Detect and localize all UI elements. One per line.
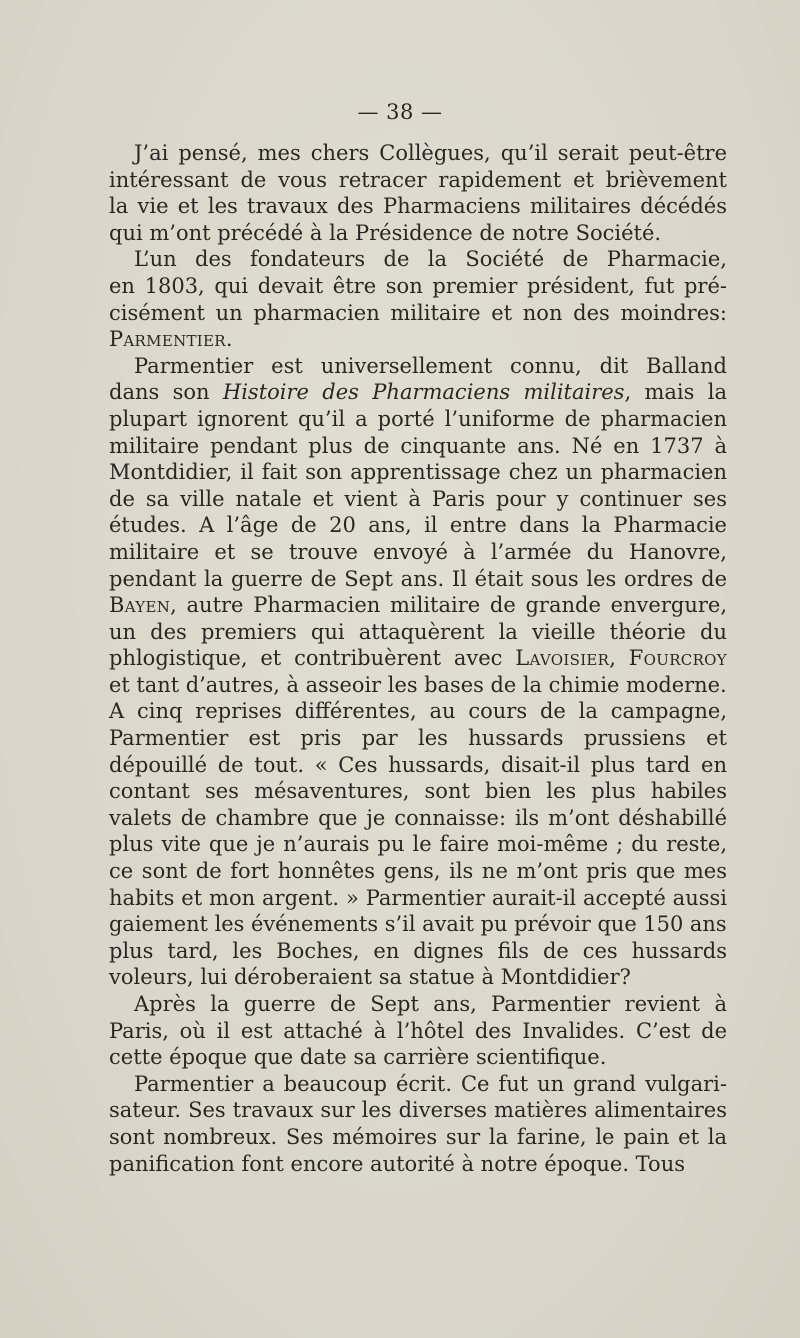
text-run: plupart ignorent qu’il a porté l’uniforme de pharmacien (109, 406, 727, 431)
text-line (109, 938, 727, 965)
text-run: un des premiers qui attaquèrent la vieille théorie du (109, 619, 727, 644)
text-run: Parmentier a beaucoup écrit. Ce fut un grand vulgari- (134, 1071, 727, 1096)
text-line (109, 379, 727, 406)
name-small-caps: Fourcroy (628, 646, 727, 671)
name-small-caps: Bayen (109, 593, 171, 618)
text-run: de sa ville natale et vient à Paris pour y continuer ses (109, 486, 727, 511)
text-line (109, 326, 727, 353)
page-number: — 38 — (357, 100, 443, 124)
text-run: cette époque que date sa carrière scientifique. (109, 1045, 607, 1070)
text-line (109, 273, 727, 300)
text-run: , autre Pharmacien militaire de grande envergure, (170, 593, 727, 618)
text-run: . (225, 327, 233, 352)
text-run: Paris, où il est attaché à l’hôtel des Invalides. C’est de (109, 1018, 727, 1043)
text-run: Parmentier est universellement connu, dit Balland (134, 353, 727, 378)
text-run: , mais la (624, 380, 727, 405)
text-run: qui m’ont précédé à la Présidence de notre Société. (109, 220, 662, 245)
text-line (109, 1044, 727, 1071)
text-line (109, 566, 727, 593)
text-line (109, 831, 727, 858)
name-small-caps: Parmentier (109, 327, 226, 352)
text-line (109, 964, 727, 991)
text-run: L’un des fondateurs de la Société de Pharmacie, (134, 247, 727, 272)
text-run: , (609, 646, 629, 671)
text-run: ce sont de fort honnêtes gens, ils ne m’ont pris que mes (109, 859, 727, 884)
text-run: contant ses mésaventures, sont bien les plus habiles (109, 779, 727, 804)
text-line (109, 885, 727, 912)
text-line (109, 805, 727, 832)
text-line (109, 406, 727, 433)
text-line (109, 512, 727, 539)
text-line (109, 433, 727, 460)
text-run: militaire et se trouve envoyé à l’armée du Hanovre, (109, 539, 727, 564)
text-run: A cinq reprises différentes, au cours de la campagne, (109, 699, 727, 724)
text-run: militaire pendant plus de cinquante ans. Né en 1737 à (109, 433, 727, 458)
text-line (109, 698, 727, 725)
text-line (109, 167, 727, 194)
text-run: cisément un pharmacien militaire et non des moindres: (109, 300, 727, 325)
text-run: J’ai pensé, mes chers Collègues, qu’il serait peut-être (134, 141, 727, 165)
text-line (109, 645, 727, 672)
text-line (109, 1151, 727, 1178)
text-run: sateur. Ses travaux sur les diverses matières alimentaires (109, 1098, 727, 1123)
text-line (109, 1018, 727, 1045)
text-run: sont nombreux. Ses mémoires sur la farine, le pain et la (109, 1124, 727, 1149)
text-line (109, 592, 727, 619)
text-run: Après la guerre de Sept ans, Parmentier revient à (134, 992, 727, 1016)
text-run: habits et mon argent. » Parmentier aurait-il accepté aussi (109, 885, 727, 910)
text-line (109, 459, 727, 486)
text-line (109, 752, 727, 779)
text-line (109, 858, 727, 885)
text-line (109, 353, 727, 380)
text-run: en 1803, qui devait être son premier président, fut pré- (109, 273, 727, 298)
text-run: Parmentier est pris par les hussards prussiens et (109, 726, 727, 751)
text-run: et tant d’autres, à asseoir les bases de la chimie moderne. (109, 672, 727, 697)
text-run: dépouillé de tout. « Ces hussards, disait-il plus tard en (109, 752, 727, 777)
text-run: intéressant de vous retracer rapidement et brièvement (109, 167, 727, 192)
text-run: études. A l’âge de 20 ans, il entre dans la Pharmacie (109, 513, 727, 538)
text-run: pendant la guerre de Sept ans. Il était sous les ordres de (109, 566, 727, 591)
text-run: la vie et les travaux des Pharmaciens militaires décédés (109, 194, 727, 219)
text-line (109, 991, 727, 1018)
text-run: Montdidier, il fait son apprentissage chez un pharmacien (109, 460, 727, 485)
text-run: plus vite que je n’aurais pu le faire moi-même ; du reste, (109, 832, 727, 857)
text-run: voleurs, lui déroberaient sa statue à Montdidier? (109, 965, 631, 990)
text-line (109, 1124, 727, 1151)
book-title: Histoire des Pharmaciens militaires (222, 380, 625, 405)
name-small-caps: Lavoisier (515, 646, 610, 671)
text-line (109, 140, 727, 167)
text-line (109, 246, 727, 273)
text-line (109, 193, 727, 220)
text-run: plus tard, les Boches, en dignes fils de ces hussards (109, 938, 727, 963)
text-line (109, 672, 727, 699)
text-line (109, 1071, 727, 1098)
text-line (109, 911, 727, 938)
text-line (109, 220, 727, 247)
text-run: panification font encore autorité à notre époque. Tous (109, 1151, 685, 1176)
text-run: gaiement les événements s’il avait pu prévoir que 150 ans (109, 912, 727, 937)
text-line (109, 778, 727, 805)
text-line (109, 300, 727, 327)
text-line (109, 486, 727, 513)
text-line (109, 1097, 727, 1124)
body-text (109, 140, 727, 1177)
text-run: valets de chambre que je connaisse: ils m’ont déshabillé (109, 805, 727, 830)
text-run: dans son (109, 380, 223, 405)
text-line (109, 619, 727, 646)
text-run: phlogistique, et contribuèrent avec (109, 646, 516, 671)
text-line (109, 539, 727, 566)
text-line (109, 725, 727, 752)
